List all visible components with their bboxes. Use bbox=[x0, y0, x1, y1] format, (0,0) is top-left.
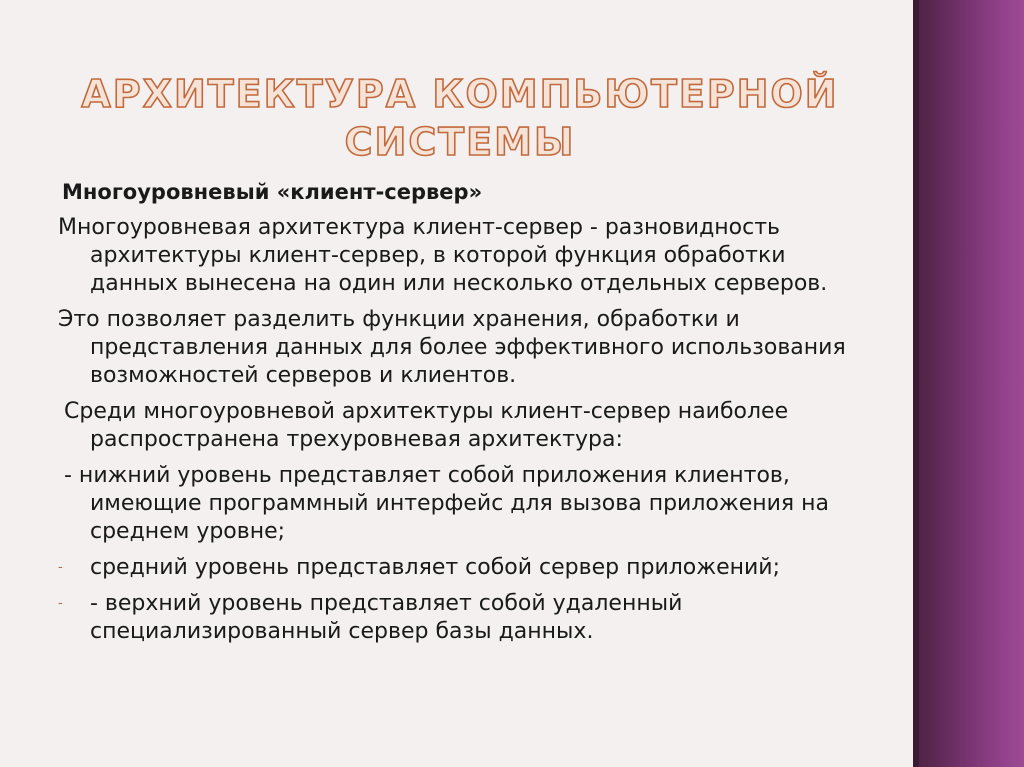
paragraph-lower-tier: - нижний уровень представляет собой приложения клиентов, имеющие программный интерфейс для вызова приложения на среднем уровне; bbox=[64, 463, 830, 544]
slide-title: АРХИТЕКТУРА КОМПЬЮТЕРНОЙ СИСТЕМЫ bbox=[81, 72, 839, 164]
list-item-text: средний уровень представляет собой сервер приложений; bbox=[90, 555, 781, 580]
paragraph-three-tier-intro: Среди многоуровневой архитектуры клиент-сервер наиболее распространена трехуровневая архитектура: bbox=[64, 399, 789, 452]
bullet-marker: - bbox=[58, 596, 63, 611]
paragraph-definition: Многоуровневая архитектура клиент-сервер - разновидность архитектуры клиент-сервер, в которой функция обработки данных вынесена на один или несколько отдельных серверов. bbox=[58, 215, 828, 296]
list-item-middle-tier bbox=[58, 554, 858, 582]
list-item-upper-tier bbox=[58, 590, 858, 646]
slide-body bbox=[58, 178, 858, 654]
bullet-marker: - bbox=[58, 560, 63, 575]
paragraph-benefit: Это позволяет разделить функции хранения, обработки и представления данных для более эффективного использования возможностей серверов и клиентов. bbox=[58, 307, 846, 388]
slide-subtitle: Многоуровневый «клиент-сервер» bbox=[62, 180, 483, 204]
list-item-text: - верхний уровень представляет собой удаленный специализированный сервер базы данных. bbox=[90, 591, 683, 644]
decorative-side-band bbox=[913, 0, 1024, 767]
